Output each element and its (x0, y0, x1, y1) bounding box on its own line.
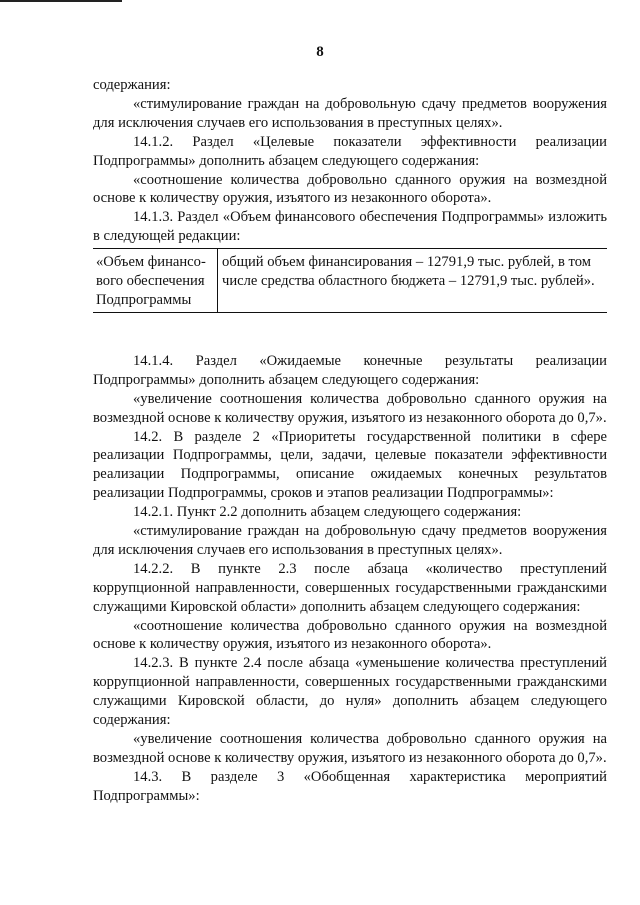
box-label-line: Подпрограммы (96, 291, 192, 308)
paragraph: 14.2. В разделе 2 «Приоритеты государственной политики в сфере реализации Подпрограммы, цели, задачи, целевые показатели эффективности реализации Подпрограммы, описание ожидаемых конечных результатов реализации Подпрограммы, сроков и этапов реализации Подпрограммы»: (93, 428, 607, 502)
paragraph: 14.2.1. Пункт 2.2 дополнить абзацем следующего содержания: (133, 504, 522, 521)
document-body (93, 76, 607, 806)
page-number: 8 (316, 44, 324, 60)
paragraphs-top (93, 76, 607, 246)
paragraph: «увеличение соотношения количества добровольно сданного оружия на возмездной основе к количеству оружия, изъятого из незаконного оборота до 0,7». (93, 390, 607, 426)
paragraph: 14.2.3. В пункте 2.4 после абзаца «уменьшение количества преступлений коррупционной направленности, совершенных государственными гражданскими служащими Кировской области, до нуля» дополнить абзацем следующего содержания: (93, 655, 607, 729)
paragraph: «стимулирование граждан на добровольную сдачу предметов вооружения для исключения случаев его использования в преступных целях». (93, 95, 607, 131)
box-label-line: вого обеспечения (96, 273, 205, 290)
spacer (93, 313, 607, 352)
paragraph: содержания: (93, 77, 171, 93)
paragraph: «соотношение количества добровольно сданного оружия на возмездной основе к количеству оружия, изъятого из незаконного оборота». (93, 617, 607, 653)
box-value-line: общий объем финансирования – 12791,9 тыс. рублей, в том (222, 254, 591, 271)
finance-box (93, 248, 607, 313)
paragraph: «стимулирование граждан на добровольную сдачу предметов вооружения для исключения случаев его использования в преступных целях». (93, 523, 607, 558)
finance-box-label (93, 249, 218, 312)
paragraph: 14.1.3. Раздел «Объем финансового обеспечения Подпрограммы» изложить в следующей редакции: (93, 209, 607, 245)
paragraph: «соотношение количества добровольно сданного оружия на возмездной основе к количеству оружия, изъятого из незаконного оборота». (93, 171, 607, 207)
top-edge-line (0, 0, 122, 2)
paragraph: 14.1.4. Раздел «Ожидаемые конечные результаты реализации Подпрограммы» дополнить абзацем следующего содержания: (93, 352, 607, 388)
paragraph: 14.1.2. Раздел «Целевые показатели эффективности реализации Подпрограммы» дополнить абзацем следующего содержания: (93, 133, 607, 169)
box-label-line: «Объем финансо- (96, 254, 206, 271)
paragraphs-bottom (93, 352, 607, 806)
paragraph: «увеличение соотношения количества добровольно сданного оружия на возмездной основе к количеству оружия, изъятого из незаконного оборота до 0,7». (93, 731, 607, 766)
paragraph: 14.3. В разделе 3 «Обобщенная характеристика мероприятий Подпрограммы»: (93, 768, 607, 804)
box-value-line: числе средства областного бюджета – 12791,9 тыс. рублей». (222, 273, 595, 290)
paragraph: 14.2.2. В пункте 2.3 после абзаца «количество преступлений коррупционной направленности, совершенных государственными гражданскими служащими Кировской области» дополнить абзацем следующего содержания: (93, 560, 607, 615)
finance-box-value (218, 249, 607, 312)
